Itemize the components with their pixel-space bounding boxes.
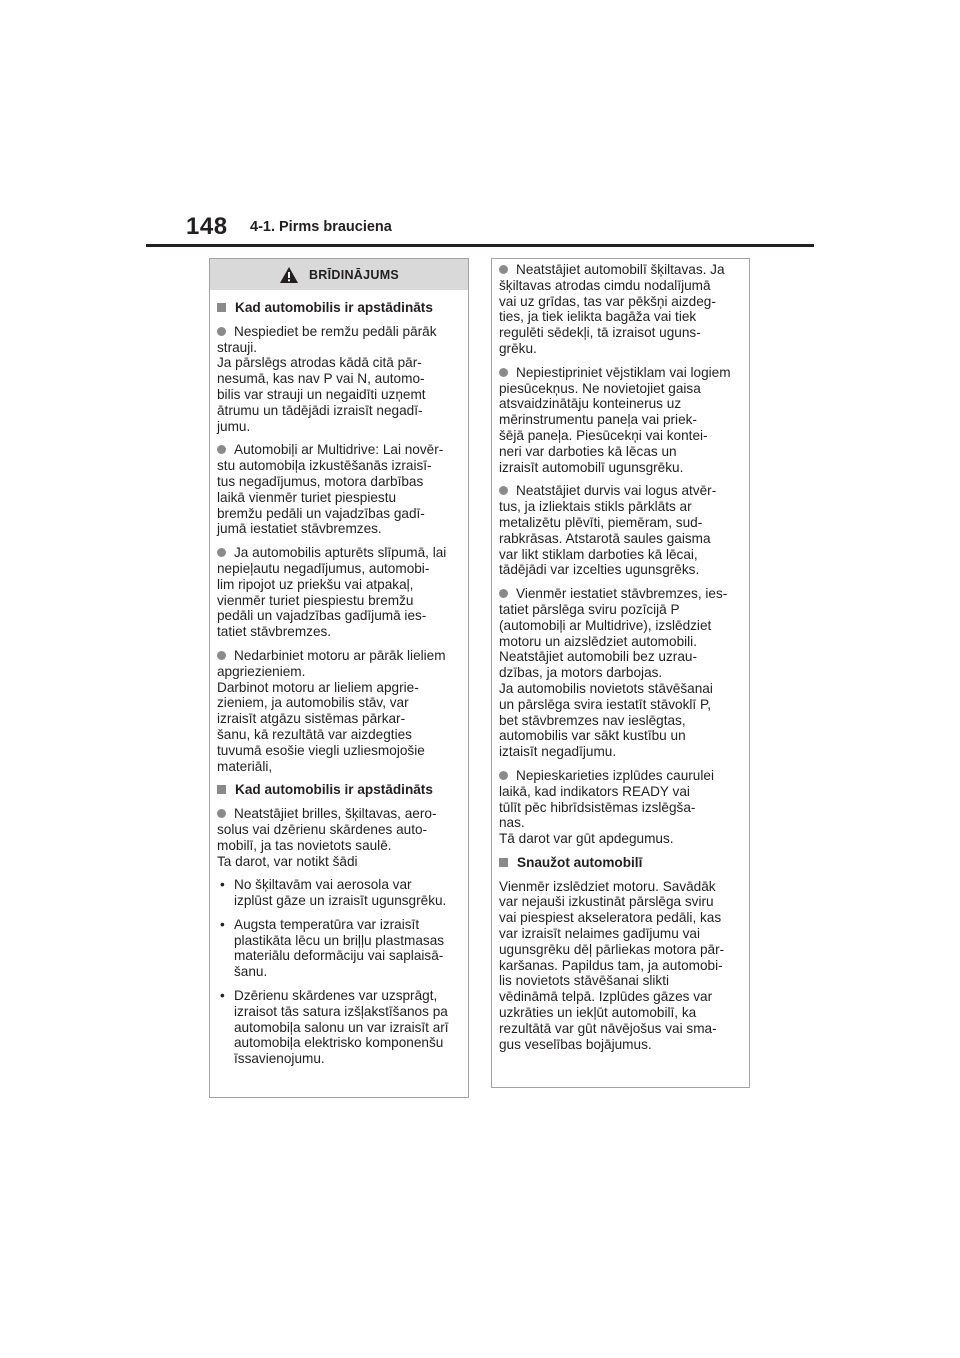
dot-bullet-icon: •: [220, 916, 225, 932]
warning-header: [210, 259, 468, 290]
round-bullet-icon: [217, 327, 226, 336]
round-bullet-icon: [499, 486, 508, 495]
round-bullet-icon: [499, 771, 508, 780]
dot-bullet-icon: •: [220, 988, 225, 1004]
list-item: Nespiediet be remžu pedāli pārāk strauji. Ja pārslēgs atrodas kādā citā pār- nesumā, kas nav P vai N, automo- bilis var strauji un negaidīti uzņemt ātrumu un tādējādi izraisīt negadī- jumu.: [217, 323, 437, 434]
warning-box-left: [209, 258, 469, 1098]
paragraph: Vienmēr izslēdziet motoru. Savādāk var nejauši izkustināt pārslēga sviru vai piespiest akseleratora pedāli, kas var izraisīt nelaimes gadījumu vai ugunsgrēku dēļ pārliekas motora pār- karšanas. Papildus tam, ja automobi- lis novietots stāvēšanai slikti vēdināmā telpā. Izplūdes gāzes var uzkrāties un iekļūt automobilī, ka rezultātā var gūt nāvējošus vai sma- gus veselības bojājumus.: [499, 878, 725, 1052]
round-bullet-icon: [499, 368, 508, 377]
warning-title: BRĪDINĀJUMS: [308, 267, 400, 282]
header-rule: [146, 244, 814, 247]
list-item: Neatstājiet brilles, šķiltavas, aero- solus vai dzērienu skārdenes auto- mobilī, ja tas novietots saulē. Ta darot, var notikt šādi: [217, 806, 437, 869]
page-number: 148: [186, 213, 228, 240]
sub-list-item: • No šķiltavām vai aerosola var izplūst gāze un izraisīt ugunsgrēku.: [220, 877, 447, 909]
square-bullet-icon: [217, 785, 226, 794]
section-heading: Snaužot automobilī: [499, 855, 742, 871]
round-bullet-icon: [499, 265, 508, 274]
left-content: [210, 290, 468, 1067]
round-bullet-icon: [217, 548, 226, 557]
round-bullet-icon: [217, 445, 226, 454]
round-bullet-icon: [217, 651, 226, 660]
list-item: Nedarbiniet motoru ar pārāk lieliem apgriezieniem. Darbinot motoru ar lieliem apgrie- zieniem, ja automobilis stāv, var izraisīt atgāzu sistēmas pārkar- šanu, kā rezultātā var aizdegties tuvumā esošie viegli uzliesmojošie materiāli,: [217, 647, 446, 774]
list-item: Vienmēr iestatiet stāvbremzes, ies- tatiet pārslēga sviru pozīcijā P (automobiļi ar Multidrive), izslēdziet motoru un aizslēdziet automobili. Neatstājiet automobili bez uzrau- dzības, ja motors darbojas. Ja automobilis novietots stāvēšanai un pārslēga svira iestatīt stāvoklī P, bet stāvbremzes nav ieslēgtas, automobilis var sākt kustību un iztaisīt negadījumu.: [499, 586, 728, 760]
warning-triangle-icon: [279, 266, 299, 284]
sub-list-item: • Augsta temperatūra var izraisīt plastikāta lēcu un briļļu plastmasas materiālu deformāciju vai saplaisā- šanu.: [220, 916, 445, 980]
dot-bullet-icon: •: [220, 877, 225, 893]
chapter-title: 4-1. Pirms brauciena: [250, 219, 392, 235]
warning-box-right: [491, 258, 750, 1088]
list-item: Ja automobilis apturēts slīpumā, lai nepieļautu negadījumus, automobi- lim ripojot uz priekšu vai atpakaļ, vienmēr turiet piespiestu bremžu pedāli un vajadzības gadījumā ies- tatiet stāvbremzes.: [217, 545, 447, 640]
square-bullet-icon: [499, 858, 508, 867]
list-item: Nepieskarieties izplūdes caurulei laikā, kad indikators READY vai tūlīt pēc hibrīdsistēmas izslēgša- nas. Tā darot var gūt apdegumus.: [499, 767, 714, 847]
sub-list-item: • Dzērienu skārdenes var uzsprāgt, izraisot tās satura izšļakstīšanos pa automobiļa salonu un var izraisīt arī automobiļa elektrisko komponenšu īssavienojumu.: [220, 988, 449, 1067]
section-heading: Kad automobilis ir apstādināts: [217, 300, 461, 316]
list-item: Neatstājiet durvis vai logus atvēr- tus, ja izliektais stikls pārklāts ar metalizētu plēvīti, piemēram, sud- rabkrāsas. Atstarotā saules gaisma var likt stiklam darboties kā lēcai, tādējādi var izcelties ugunsgrēks.: [499, 483, 717, 578]
round-bullet-icon: [499, 589, 508, 598]
list-item: Automobiļi ar Multidrive: Lai novēr- stu automobiļa izkustēšanās izraisī- tus negadījumus, motora darbības laikā vienmēr turiet piespiestu bremžu pedāli un vajadzības gadī- jumā iestatiet stāvbremzes.: [217, 442, 444, 537]
right-content: [492, 259, 749, 1052]
list-item: Neatstājiet automobilī šķiltavas. Ja šķiltavas atrodas cimdu nodalījumā vai uz grīdas, tas var pēkšņi aizdeg- ties, ja tiek ielikta bagāža vai tiek regulēti sēdekļi, tā izraisot uguns- grēku.: [499, 262, 725, 356]
section-heading: Kad automobilis ir apstādināts: [217, 782, 461, 798]
square-bullet-icon: [217, 303, 226, 312]
list-item: Nepiestipriniet vējstiklam vai logiem piesūcekņus. Ne novietojiet gaisa atsvaidzinātāju konteinerus uz mērinstrumentu paneļa vai priek- šējā paneļa. Piesūcekņi vai kontei- neri var darboties kā lēcas un izraisīt automobilī ugunsgrēku.: [499, 364, 731, 475]
round-bullet-icon: [217, 809, 226, 818]
